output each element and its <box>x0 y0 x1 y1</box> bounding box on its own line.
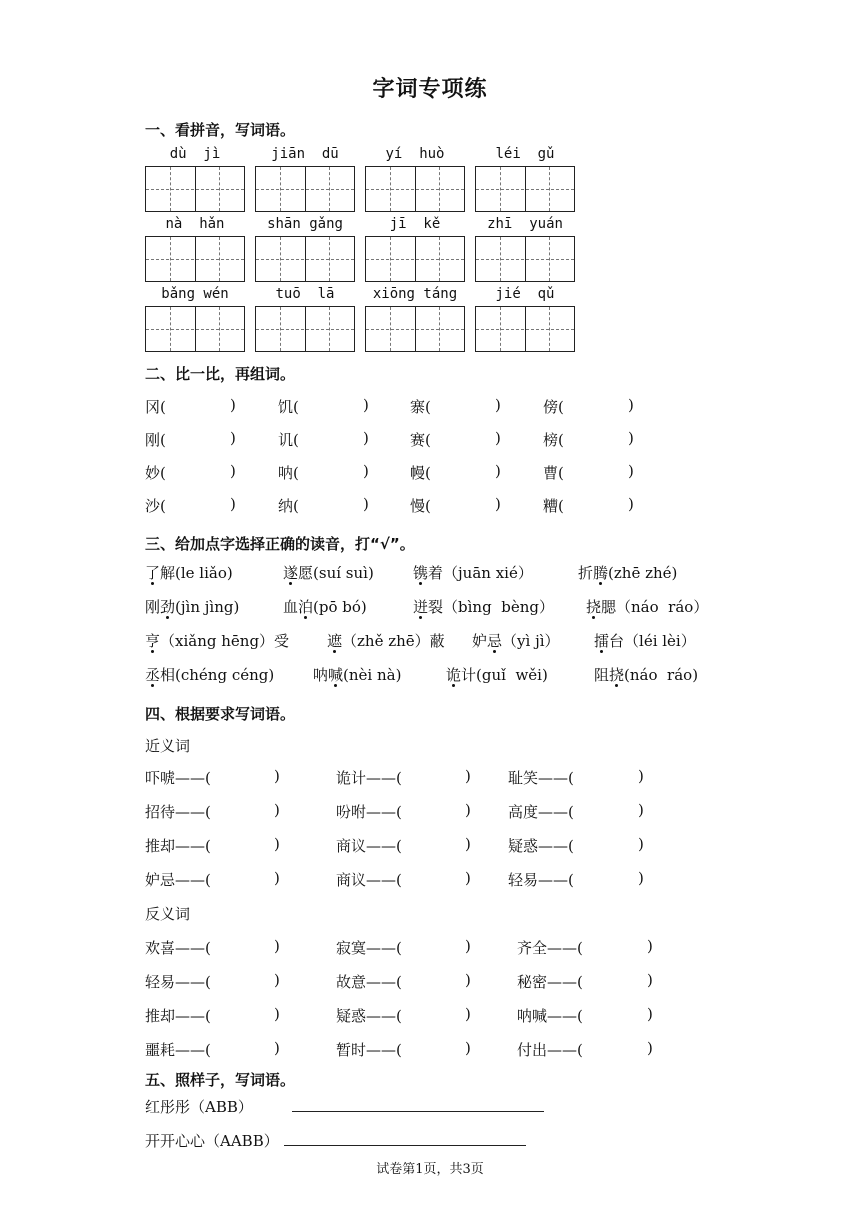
page-footer: 试卷第1页，共3页 <box>376 1162 484 1177</box>
pronunciation-item[interactable]: 镌着（juān xié） <box>413 564 533 582</box>
answer-blank[interactable]: ) <box>465 1005 471 1023</box>
synonym-word: 商议——( <box>336 871 402 889</box>
grid-guide-line <box>366 189 464 190</box>
compare-word: 讥( <box>278 431 299 449</box>
synonym-label: 近义词 <box>145 737 191 755</box>
grid-guide-line <box>170 167 171 211</box>
answer-blank[interactable]: ) <box>647 937 653 955</box>
grid-guide-line <box>549 237 550 281</box>
writing-grid[interactable] <box>475 166 575 212</box>
grid-guide-line <box>439 167 440 211</box>
antonym-word: 暂时——( <box>336 1041 402 1059</box>
pinyin-label: dù jì <box>169 146 221 162</box>
compare-word: 慢( <box>410 497 431 515</box>
answer-blank[interactable]: ) <box>274 869 280 887</box>
answer-blank[interactable]: ) <box>638 869 644 887</box>
writing-grid[interactable] <box>145 236 245 282</box>
antonym-label: 反义词 <box>145 905 191 923</box>
dotted-char: 亨 <box>145 632 161 650</box>
synonym-word: 高度——( <box>508 803 574 821</box>
grid-guide-line <box>439 237 440 281</box>
answer-blank[interactable]: ) <box>628 462 634 480</box>
pronunciation-item[interactable]: 血泊(pō bó) <box>283 598 367 616</box>
grid-guide-line <box>476 329 574 330</box>
dotted-char: 诡 <box>446 666 462 684</box>
dotted-char: 迸 <box>413 598 429 616</box>
writing-grid[interactable] <box>145 306 245 352</box>
grid-guide-line <box>280 167 281 211</box>
dotted-char: 遮 <box>327 632 343 650</box>
antonym-word: 推却——( <box>145 1007 211 1025</box>
page-title: 字词专项练 <box>372 76 488 102</box>
dotted-char: 了 <box>145 564 161 582</box>
grid-guide-line <box>170 307 171 351</box>
grid-guide-line <box>500 167 501 211</box>
pronunciation-item[interactable]: 了解(le liǎo) <box>145 564 233 582</box>
answer-blank[interactable]: ) <box>465 835 471 853</box>
answer-blank[interactable]: ) <box>628 429 634 447</box>
answer-blank[interactable]: ) <box>465 801 471 819</box>
grid-guide-line <box>549 167 550 211</box>
grid-guide-line <box>500 307 501 351</box>
grid-guide-line <box>146 189 244 190</box>
dotted-char: 忌 <box>487 632 503 650</box>
answer-blank[interactable]: ) <box>363 396 369 414</box>
answer-blank[interactable]: ) <box>274 937 280 955</box>
pinyin-label: léi gǔ <box>495 146 555 162</box>
dotted-char: 腾 <box>593 564 609 582</box>
section-2-heading: 二、比一比，再组词。 <box>145 365 296 383</box>
pronunciation-item[interactable]: 丞相(chéng céng) <box>145 666 275 684</box>
section-1-heading: 一、看拼音，写词语。 <box>145 121 296 139</box>
compare-word: 傍( <box>543 398 564 416</box>
synonym-word: 推却——( <box>145 837 211 855</box>
answer-blank[interactable]: ) <box>230 429 236 447</box>
dotted-char: 丞 <box>145 666 161 684</box>
pinyin-label: nà hǎn <box>165 216 225 232</box>
pinyin-label: jié qǔ <box>495 286 555 302</box>
answer-blank[interactable]: ) <box>363 429 369 447</box>
pronunciation-item[interactable]: 诡计(guǐ wěi) <box>446 666 548 684</box>
synonym-word: 疑惑——( <box>508 837 574 855</box>
answer-blank[interactable]: ) <box>363 462 369 480</box>
dotted-char: 喊 <box>328 666 344 684</box>
grid-guide-line <box>329 237 330 281</box>
synonym-word: 轻易——( <box>508 871 574 889</box>
writing-grid[interactable] <box>255 166 355 212</box>
pinyin-label: bǎng wén <box>161 286 229 302</box>
answer-blank[interactable]: ) <box>628 396 634 414</box>
grid-guide-line <box>476 189 574 190</box>
pronunciation-item[interactable]: 迸裂（bìng bèng） <box>413 598 554 616</box>
antonym-word: 秘密——( <box>517 973 583 991</box>
answer-blank[interactable]: ) <box>465 971 471 989</box>
answer-blank[interactable]: ) <box>465 767 471 785</box>
synonym-word: 诡计——( <box>336 769 402 787</box>
pinyin-label: yí huò <box>385 146 445 162</box>
answer-blank[interactable]: ) <box>495 462 501 480</box>
pinyin-label: xiōng táng <box>372 286 458 302</box>
answer-blank[interactable]: ) <box>274 971 280 989</box>
grid-guide-line <box>280 307 281 351</box>
synonym-word: 耻笑——( <box>508 769 574 787</box>
grid-guide-line <box>219 307 220 351</box>
pinyin-label: tuō lā <box>275 286 335 302</box>
dotted-char: 挠 <box>586 598 602 616</box>
compare-word: 幔( <box>410 464 431 482</box>
answer-blank[interactable]: ) <box>647 1039 653 1057</box>
answer-blank[interactable]: ) <box>230 495 236 513</box>
grid-guide-line <box>476 259 574 260</box>
grid-guide-line <box>500 237 501 281</box>
answer-blank[interactable]: ) <box>638 801 644 819</box>
synonym-word: 招待——( <box>145 803 211 821</box>
pronunciation-item[interactable]: 挠腮（náo ráo） <box>586 598 709 616</box>
answer-blank[interactable]: ) <box>230 462 236 480</box>
answer-blank[interactable]: ) <box>363 495 369 513</box>
synonym-word: 商议——( <box>336 837 402 855</box>
answer-blank[interactable]: ) <box>274 1005 280 1023</box>
antonym-word: 疑惑——( <box>336 1007 402 1025</box>
writing-grid[interactable] <box>475 236 575 282</box>
pinyin-label: jī kě <box>389 216 441 232</box>
antonym-word: 付出——( <box>517 1041 583 1059</box>
grid-guide-line <box>329 307 330 351</box>
section-3-heading: 三、给加点字选择正确的读音，打“√”。 <box>145 535 415 553</box>
antonym-word: 呐喊——( <box>517 1007 583 1025</box>
answer-blank[interactable]: ) <box>647 1005 653 1023</box>
answer-blank[interactable]: ) <box>274 1039 280 1057</box>
pronunciation-item[interactable]: 亨（xiǎng hēng）受 <box>145 632 290 650</box>
compare-word: 榜( <box>543 431 564 449</box>
pronunciation-item[interactable]: 呐喊(nèi nà) <box>313 666 402 684</box>
grid-guide-line <box>366 329 464 330</box>
grid-guide-line <box>390 307 391 351</box>
answer-blank[interactable]: ) <box>495 429 501 447</box>
writing-grid[interactable] <box>255 236 355 282</box>
pinyin-label: shān gǎng <box>267 216 343 232</box>
grid-guide-line <box>219 237 220 281</box>
writing-grid[interactable] <box>145 166 245 212</box>
dotted-char: 遂 <box>283 564 299 582</box>
writing-grid[interactable] <box>365 306 465 352</box>
compare-word: 呐( <box>278 464 299 482</box>
pronunciation-item[interactable]: 折腾(zhē zhé) <box>578 564 678 582</box>
synonym-word: 吓唬——( <box>145 769 211 787</box>
grid-guide-line <box>146 259 244 260</box>
answer-blank[interactable]: ) <box>638 767 644 785</box>
synonym-word: 妒忌——( <box>145 871 211 889</box>
dotted-char: 泊 <box>298 598 314 616</box>
answer-blank[interactable]: ) <box>465 869 471 887</box>
antonym-word: 噩耗——( <box>145 1041 211 1059</box>
grid-guide-line <box>390 237 391 281</box>
answer-blank[interactable]: ) <box>638 835 644 853</box>
compare-word: 冈( <box>145 398 166 416</box>
antonym-word: 欢喜——( <box>145 939 211 957</box>
compare-word: 妙( <box>145 464 166 482</box>
pronunciation-item[interactable]: 擂台（léi lèi） <box>594 632 696 650</box>
answer-line-abb[interactable] <box>292 1111 544 1112</box>
pattern-aabb-label: 开开心心（AABB） <box>145 1132 279 1150</box>
compare-word: 赛( <box>410 431 431 449</box>
answer-blank[interactable]: ) <box>465 1039 471 1057</box>
synonym-word: 吩咐——( <box>336 803 402 821</box>
pronunciation-item[interactable]: 妒忌（yì jì） <box>472 632 560 650</box>
grid-guide-line <box>256 189 354 190</box>
grid-guide-line <box>439 307 440 351</box>
compare-word: 曹( <box>543 464 564 482</box>
section-5-heading: 五、照样子，写词语。 <box>145 1071 296 1089</box>
grid-guide-line <box>256 259 354 260</box>
grid-guide-line <box>390 167 391 211</box>
writing-grid[interactable] <box>255 306 355 352</box>
section-4-heading: 四、根据要求写词语。 <box>145 705 296 723</box>
pronunciation-item[interactable]: 阻挠(náo ráo) <box>594 666 699 684</box>
answer-blank[interactable]: ) <box>647 971 653 989</box>
answer-blank[interactable]: ) <box>495 495 501 513</box>
grid-guide-line <box>366 259 464 260</box>
writing-grid[interactable] <box>475 306 575 352</box>
writing-grid[interactable] <box>365 166 465 212</box>
grid-guide-line <box>219 167 220 211</box>
dotted-char: 镌 <box>413 564 429 582</box>
answer-blank[interactable]: ) <box>274 801 280 819</box>
grid-guide-line <box>549 307 550 351</box>
pronunciation-item[interactable]: 刚劲(jìn jìng) <box>145 598 240 616</box>
antonym-word: 故意——( <box>336 973 402 991</box>
answer-blank[interactable]: ) <box>230 396 236 414</box>
antonym-word: 寂寞——( <box>336 939 402 957</box>
compare-word: 寨( <box>410 398 431 416</box>
answer-blank[interactable]: ) <box>465 937 471 955</box>
compare-word: 刚( <box>145 431 166 449</box>
dotted-char: 擂 <box>594 632 610 650</box>
compare-word: 饥( <box>278 398 299 416</box>
answer-blank[interactable]: ) <box>495 396 501 414</box>
grid-guide-line <box>170 237 171 281</box>
dotted-char: 挠 <box>609 666 625 684</box>
compare-word: 纳( <box>278 497 299 515</box>
writing-grid[interactable] <box>365 236 465 282</box>
grid-guide-line <box>146 329 244 330</box>
pattern-abb-label: 红彤彤（ABB） <box>145 1098 253 1116</box>
answer-blank[interactable]: ) <box>274 767 280 785</box>
grid-guide-line <box>256 329 354 330</box>
dotted-char: 劲 <box>160 598 176 616</box>
answer-blank[interactable]: ) <box>274 835 280 853</box>
answer-line-aabb[interactable] <box>284 1145 526 1146</box>
antonym-word: 轻易——( <box>145 973 211 991</box>
pinyin-label: jiān dū <box>271 146 339 162</box>
grid-guide-line <box>280 237 281 281</box>
answer-blank[interactable]: ) <box>628 495 634 513</box>
pinyin-label: zhī yuán <box>487 216 563 232</box>
pronunciation-item[interactable]: 遮（zhě zhē）蔽 <box>327 632 445 650</box>
grid-guide-line <box>329 167 330 211</box>
pronunciation-item[interactable]: 遂愿(suí suì) <box>283 564 374 582</box>
antonym-word: 齐全——( <box>517 939 583 957</box>
compare-word: 糟( <box>543 497 564 515</box>
compare-word: 沙( <box>145 497 166 515</box>
